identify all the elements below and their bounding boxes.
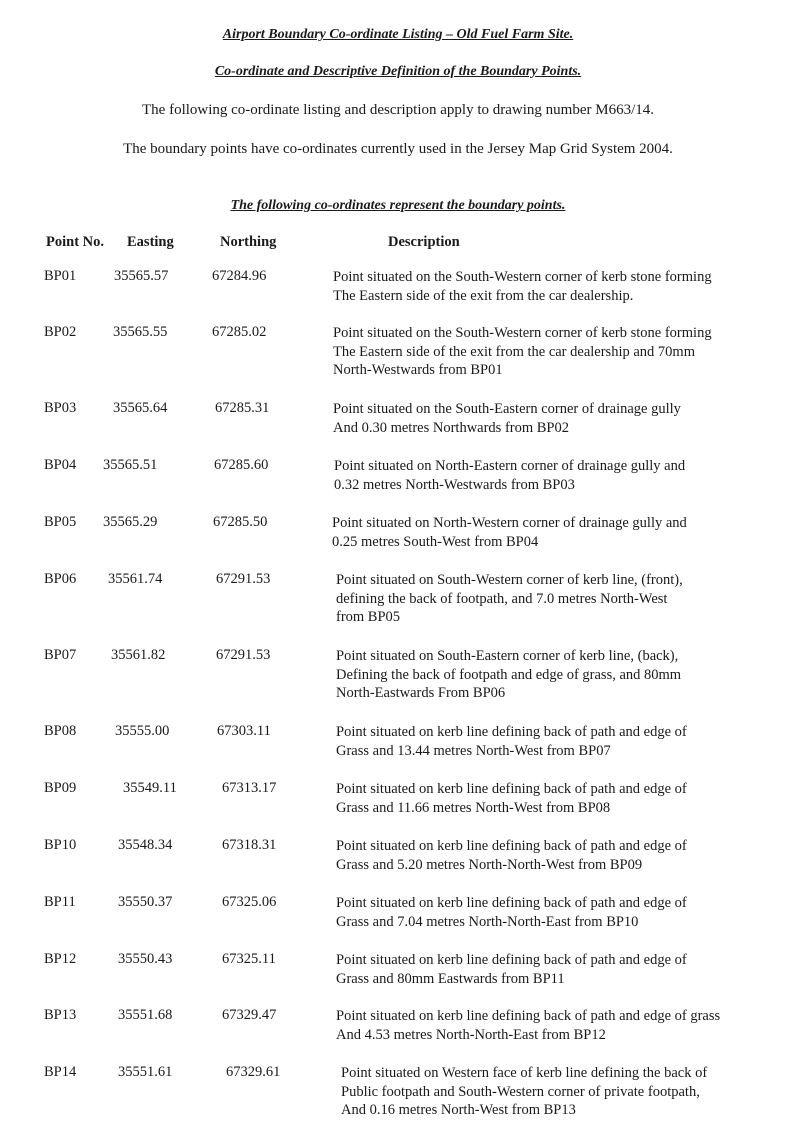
northing-value: 67318.31 xyxy=(222,837,277,853)
easting-value: 35561.74 xyxy=(108,571,163,587)
northing-value: 67285.02 xyxy=(212,324,267,340)
point-number: BP07 xyxy=(44,647,77,663)
description-line: Point situated on kerb line defining back of path and edge of xyxy=(336,952,687,968)
point-number: BP13 xyxy=(44,1007,77,1023)
description-line: Point situated on Western face of kerb line defining the back of xyxy=(341,1065,708,1081)
point-number: BP08 xyxy=(44,723,77,739)
description-line: Point situated on North-Eastern corner of drainage gully and xyxy=(334,458,686,474)
description-line: And 0.16 metres North-West from BP13 xyxy=(341,1102,576,1118)
point-number: BP06 xyxy=(44,571,77,587)
point-description xyxy=(341,1064,707,1120)
easting-value: 35561.82 xyxy=(111,647,166,663)
point-description xyxy=(334,457,685,494)
easting-value: 35565.55 xyxy=(113,324,168,340)
point-description xyxy=(332,514,687,551)
point-description xyxy=(336,951,687,988)
easting-value: 35565.51 xyxy=(103,457,158,473)
easting-value: 35550.43 xyxy=(118,951,173,967)
easting-value: 35549.11 xyxy=(123,780,177,796)
easting-value: 35565.29 xyxy=(103,514,158,530)
northing-value: 67329.61 xyxy=(226,1064,281,1080)
northing-value: 67285.31 xyxy=(215,400,270,416)
description-line: defining the back of footpath, and 7.0 metres North-West xyxy=(336,590,668,607)
description-line: Grass and 5.20 metres North-North-West from BP09 xyxy=(336,856,643,873)
description-line: Grass and 11.66 metres North-West from BP08 xyxy=(336,799,611,816)
easting-value: 35550.37 xyxy=(118,894,173,910)
description-line: Point situated on kerb line defining back of path and edge of grass xyxy=(336,1008,721,1024)
point-number: BP05 xyxy=(44,514,77,530)
description-line: Defining the back of footpath and edge of grass, and 80mm xyxy=(336,666,682,683)
description-line: Point situated on South-Western corner of kerb line, (front), xyxy=(336,572,683,588)
description-line: 0.25 metres South-West from BP04 xyxy=(332,533,539,550)
easting-value: 35548.34 xyxy=(118,837,173,853)
description-line: Point situated on the South-Eastern corner of drainage gully xyxy=(333,401,681,417)
northing-value: 67303.11 xyxy=(217,723,271,739)
description-line: Point situated on the South-Western corner of kerb stone forming xyxy=(333,325,712,341)
description-line: Point situated on kerb line defining back of path and edge of xyxy=(336,838,687,854)
northing-value: 67285.50 xyxy=(213,514,268,530)
document-title: Airport Boundary Co-ordinate Listing – Old Fuel Farm Site. xyxy=(222,27,574,42)
point-description xyxy=(336,723,687,760)
point-number: BP01 xyxy=(44,268,77,284)
description-line: North-Eastwards From BP06 xyxy=(336,685,506,701)
easting-value: 35565.64 xyxy=(113,400,168,416)
description-line: Grass and 80mm Eastwards from BP11 xyxy=(336,970,565,987)
easting-value: 35551.61 xyxy=(118,1064,173,1080)
description-line: The Eastern side of the exit from the car dealership and 70mm xyxy=(333,343,695,360)
point-number: BP12 xyxy=(44,951,77,967)
northing-value: 67284.96 xyxy=(212,268,267,284)
description-line: And 0.30 metres Northwards from BP02 xyxy=(333,419,570,436)
point-number: BP10 xyxy=(44,837,77,853)
northing-value: 67329.47 xyxy=(222,1007,277,1023)
easting-value: 35551.68 xyxy=(118,1007,173,1023)
point-description xyxy=(336,1007,720,1044)
point-description xyxy=(333,400,681,437)
intro-grid-system: The boundary points have co-ordinates currently used in the Jersey Map Grid System 2004. xyxy=(123,141,673,157)
description-line: The Eastern side of the exit from the car dealership. xyxy=(333,287,634,304)
northing-value: 67285.60 xyxy=(214,457,269,473)
point-number: BP03 xyxy=(44,400,77,416)
description-line: Point situated on kerb line defining back of path and edge of xyxy=(336,895,687,911)
point-description xyxy=(336,647,681,703)
point-description xyxy=(333,324,712,380)
description-line: Point situated on North-Western corner of drainage gully and xyxy=(332,515,687,531)
point-number: BP14 xyxy=(44,1064,77,1080)
point-number: BP02 xyxy=(44,324,77,340)
column-header-northing: Northing xyxy=(220,234,277,250)
section-heading: The following co-ordinates represent the boundary points. xyxy=(230,198,566,213)
point-description xyxy=(336,894,687,931)
intro-drawing-reference: The following co-ordinate listing and description apply to drawing number M663/14. xyxy=(142,102,654,118)
easting-value: 35565.57 xyxy=(114,268,169,284)
point-description xyxy=(336,571,683,627)
point-description xyxy=(333,268,712,305)
description-line: Public footpath and South-Western corner of private footpath, xyxy=(341,1083,700,1100)
point-description xyxy=(336,780,687,817)
northing-value: 67313.17 xyxy=(222,780,277,796)
description-line: Point situated on South-Eastern corner of kerb line, (back), xyxy=(336,648,679,664)
description-line: Point situated on kerb line defining back of path and edge of xyxy=(336,781,687,797)
column-header-easting: Easting xyxy=(127,234,174,250)
column-header-point: Point No. xyxy=(46,234,104,250)
description-line: from BP05 xyxy=(336,609,401,625)
description-line: Grass and 13.44 metres North-West from BP07 xyxy=(336,742,611,759)
easting-value: 35555.00 xyxy=(115,723,170,739)
description-line: North-Westwards from BP01 xyxy=(333,362,503,378)
description-line: Point situated on kerb line defining back of path and edge of xyxy=(336,724,687,740)
northing-value: 67291.53 xyxy=(216,571,271,587)
point-number: BP04 xyxy=(44,457,77,473)
description-line: 0.32 metres North-Westwards from BP03 xyxy=(334,476,575,493)
northing-value: 67291.53 xyxy=(216,647,271,663)
description-line: Point situated on the South-Western corner of kerb stone forming xyxy=(333,269,712,285)
point-number: BP09 xyxy=(44,780,77,796)
northing-value: 67325.11 xyxy=(222,951,276,967)
northing-value: 67325.06 xyxy=(222,894,277,910)
description-line: And 4.53 metres North-North-East from BP12 xyxy=(336,1026,606,1043)
column-header-description: Description xyxy=(388,234,460,250)
document-subtitle: Co-ordinate and Descriptive Definition of the Boundary Points. xyxy=(214,64,582,79)
description-line: Grass and 7.04 metres North-North-East from BP10 xyxy=(336,913,639,930)
point-number: BP11 xyxy=(44,894,76,910)
point-description xyxy=(336,837,687,874)
